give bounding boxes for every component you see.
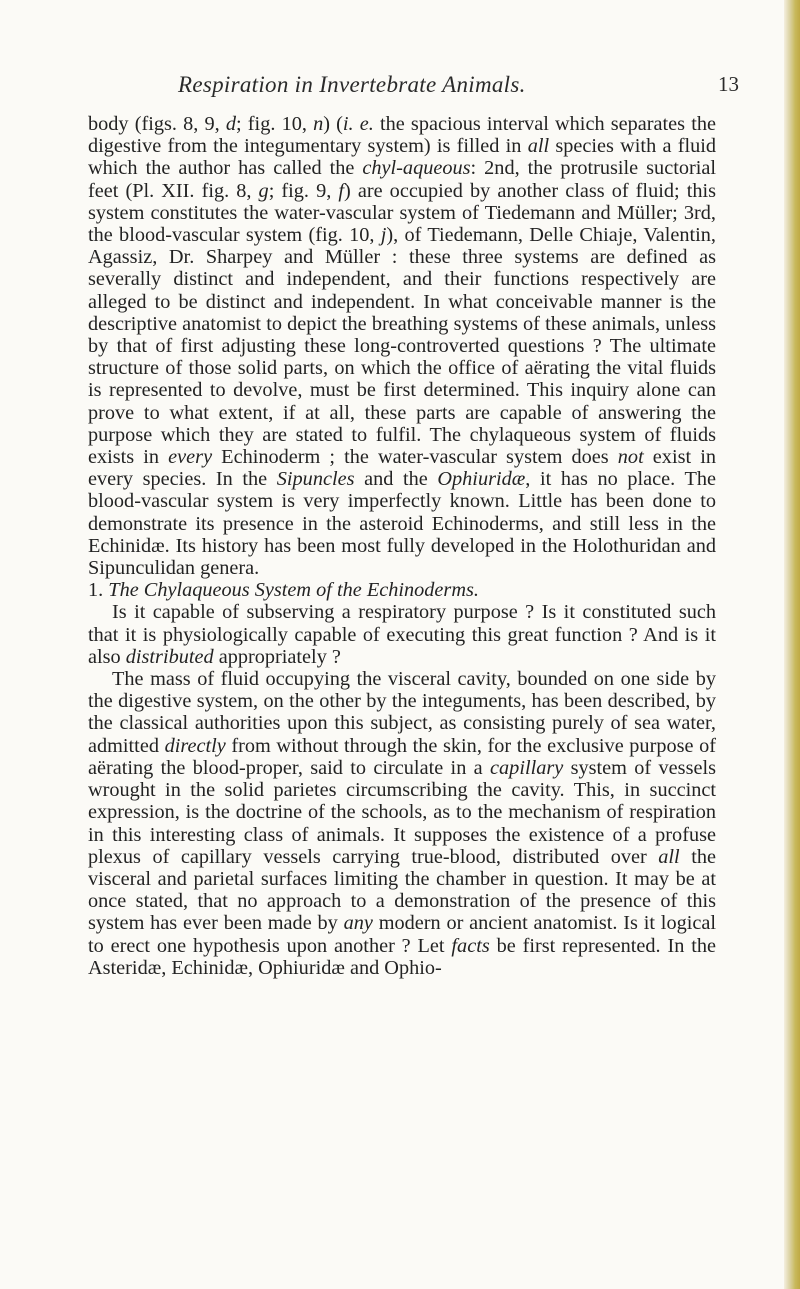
italic-run: all bbox=[658, 845, 680, 868]
text-run: , it has no place. The blood-vascular system is very imperfectly known. Little has been done to demonstrate its presence in the asteroid Echinoderms, and still less in the Echinidæ. Its history has been most fully developed in the Holothuridan and Sipunculidan genera. bbox=[88, 468, 716, 580]
body-text bbox=[88, 113, 716, 979]
italic-run: all bbox=[527, 135, 550, 158]
text-run: be first represented. In the Asteridæ, Echinidæ, Ophiuridæ and Ophio- bbox=[88, 934, 716, 979]
text-run: the spacious interval which separates the digestive from the integumentary system) is filled in bbox=[88, 113, 717, 158]
text-run: exist in every species. In the bbox=[88, 446, 716, 491]
text-run: and the bbox=[354, 468, 438, 491]
italic-run: Ophiuridæ bbox=[437, 468, 526, 491]
text-run: The mass of fluid occupying the visceral cavity, bounded on one side by the digestive system, on the other by the integuments, has been described, by the classical authorities upon this subject, as consisting purely of sea water, admitted bbox=[88, 668, 716, 757]
text-run: ), of Tiedemann, Delle Chiaje, Valentin, Agassiz, Dr. Sharpey and Müller : these three systems are defined as severally distinct and independent, and their functions respectively are alleged to be distinct and independent. In what conceivable manner is the descriptive anatomist to depict the breathing systems of these animals, unless by that of first adjusting these long-controverted questions ? The ultimate structure of those solid parts, on which the office of aërating the vital fluids is represented to devolve, must be first determined. This inquiry alone can prove to what extent, if at all, these parts are capable of answering the purpose which they are stated to fulfil. The chylaqueous system of fluids exists in bbox=[88, 224, 716, 469]
text-run: ; fig. 10, bbox=[236, 113, 314, 135]
text-run: body (figs. 8, 9, bbox=[88, 113, 226, 135]
text-run: system of vessels wrought in the solid parietes circumscribing the cavity. This, in succinct expression, is the doctrine of the schools, as to the mechanism of respiration in this interesting class of animals. It supposes the existence of a profuse plexus of capillary vessels carrying true-blood, distributed over bbox=[88, 756, 716, 868]
text-run: ; fig. 9, bbox=[268, 179, 339, 202]
page-number: 13 bbox=[718, 72, 739, 96]
italic-run: Sipuncles bbox=[276, 468, 355, 491]
text-run: modern or ancient anatomist. Is it logical to erect one hypothesis upon another ? Let bbox=[88, 912, 716, 957]
text-run: ) ( bbox=[323, 113, 343, 135]
text-run: ) are occupied by another class of fluid; this system constitutes the water-vascular system of Tiedemann and Müller; 3rd, the blood-vascular system (fig. 10, bbox=[88, 179, 716, 247]
italic-run: capillary bbox=[490, 756, 564, 779]
text-run: appropriately ? bbox=[213, 645, 341, 668]
italic-run: f bbox=[338, 179, 345, 202]
italic-run: j bbox=[380, 224, 387, 247]
italic-run: distributed bbox=[125, 645, 214, 668]
section-heading bbox=[88, 579, 716, 601]
italic-run: not bbox=[617, 446, 644, 469]
text-run: : 2nd, the protrusile suctorial feet (Pl. XII. fig. 8, bbox=[88, 157, 716, 202]
italic-run: facts bbox=[451, 934, 490, 957]
header-title: Respiration in Invertebrate Animals. bbox=[178, 72, 526, 97]
italic-run: n bbox=[313, 113, 324, 135]
text-run: the visceral and parietal surfaces limiting the chamber in question. It may be at once stated, that no approach to a demonstration of the presence of this system has ever been made by bbox=[88, 845, 716, 935]
text-run: Is it capable of subserving a respiratory purpose ? Is it constituted such that it is physiologically capable of executing this great function ? And is it also bbox=[88, 601, 716, 668]
italic-run: every bbox=[168, 446, 213, 469]
running-header bbox=[0, 66, 800, 106]
section-title: The Chylaqueous System of the Echinoderms. bbox=[108, 579, 479, 602]
paragraph-3 bbox=[88, 668, 716, 979]
page-edge bbox=[784, 0, 800, 1289]
section-number: 1. bbox=[88, 579, 104, 602]
italic-run: g bbox=[258, 179, 269, 202]
paragraph-1 bbox=[88, 113, 716, 579]
text-run: Echinoderm ; the water-vascular system does bbox=[212, 446, 618, 469]
italic-run: directly bbox=[164, 734, 226, 757]
italic-run: d bbox=[225, 113, 237, 135]
paragraph-2 bbox=[88, 601, 716, 668]
text-run: from without through the skin, for the exclusive purpose of aërating the blood-proper, said to circulate in a bbox=[88, 734, 716, 779]
text-run: species with a fluid which the author has called the bbox=[88, 135, 716, 180]
italic-run: chyl-aqueous bbox=[362, 157, 471, 180]
italic-run: i. e. bbox=[342, 113, 374, 135]
italic-run: any bbox=[343, 912, 373, 935]
